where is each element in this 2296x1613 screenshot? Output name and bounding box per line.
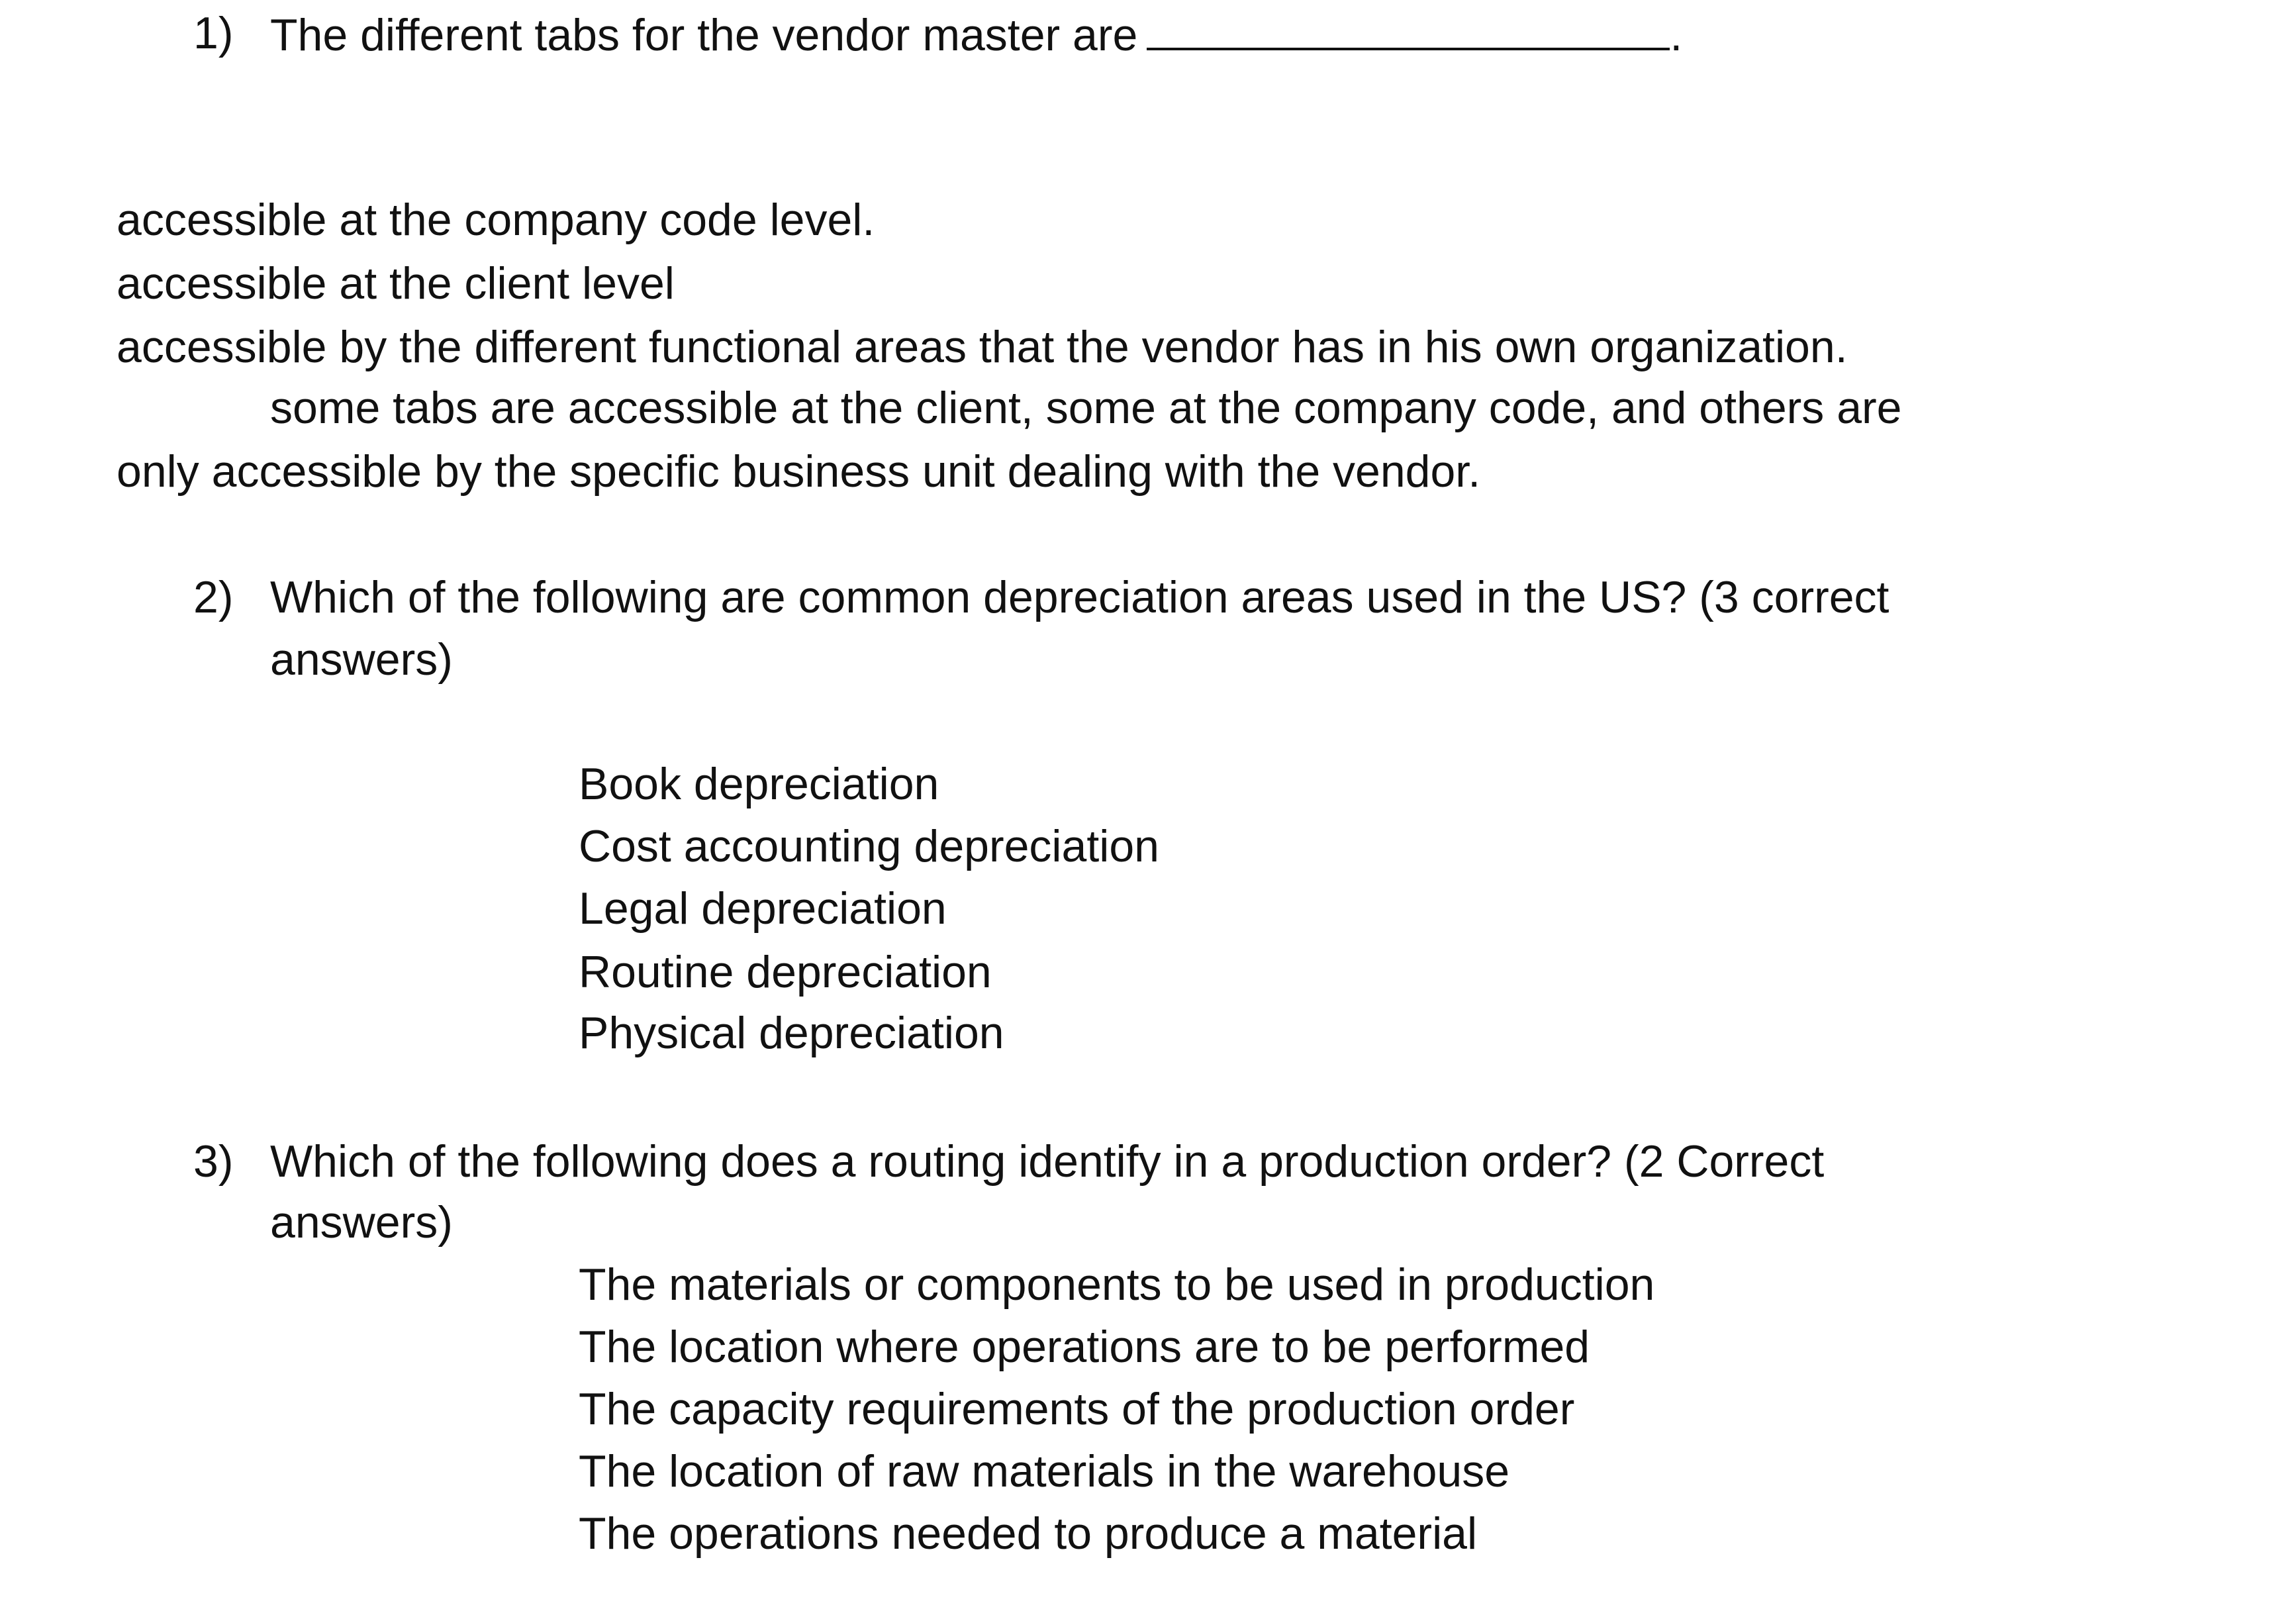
question-1-number: 1) bbox=[193, 8, 234, 58]
question-3-number: 3) bbox=[193, 1136, 234, 1187]
question-1-option-2: accessible at the client level bbox=[117, 258, 675, 309]
answer-blank bbox=[1147, 11, 1670, 50]
question-2-option-5: Physical depreciation bbox=[579, 1008, 1004, 1058]
question-3-stem-line-2: answers) bbox=[270, 1197, 453, 1247]
question-2-option-2: Cost accounting depreciation bbox=[579, 821, 1159, 871]
question-2-option-1: Book depreciation bbox=[579, 759, 939, 809]
question-2-number: 2) bbox=[193, 572, 234, 622]
question-1-stem-text: The different tabs for the vendor master are bbox=[270, 10, 1138, 60]
question-3-option-2: The location where operations are to be performed bbox=[579, 1322, 1590, 1372]
question-3-option-1: The materials or components to be used in production bbox=[579, 1259, 1655, 1310]
question-3-stem-line-1: Which of the following does a routing identify in a production order? (2 Correct bbox=[270, 1136, 1825, 1187]
question-3-option-5: The operations needed to produce a material bbox=[579, 1508, 1478, 1559]
question-2-stem-line-2: answers) bbox=[270, 634, 453, 685]
question-3-option-3: The capacity requirements of the production order bbox=[579, 1384, 1575, 1434]
question-2-stem-line-1: Which of the following are common depreciation areas used in the US? (3 correct bbox=[270, 572, 1889, 622]
question-1-stem bbox=[270, 11, 1682, 58]
question-1-option-4-line-2: only accessible by the specific business unit dealing with the vendor. bbox=[117, 446, 1481, 497]
question-1-option-3: accessible by the different functional areas that the vendor has in his own organization. bbox=[117, 322, 1848, 372]
question-1-option-1: accessible at the company code level. bbox=[117, 195, 875, 245]
question-1-option-4-line-1: some tabs are accessible at the client, some at the company code, and others are bbox=[270, 383, 1902, 433]
question-2-option-4: Routine depreciation bbox=[579, 947, 992, 997]
question-2-option-3: Legal depreciation bbox=[579, 883, 947, 934]
question-1-end-punct: . bbox=[1670, 10, 1683, 60]
question-3-option-4: The location of raw materials in the warehouse bbox=[579, 1446, 1510, 1496]
